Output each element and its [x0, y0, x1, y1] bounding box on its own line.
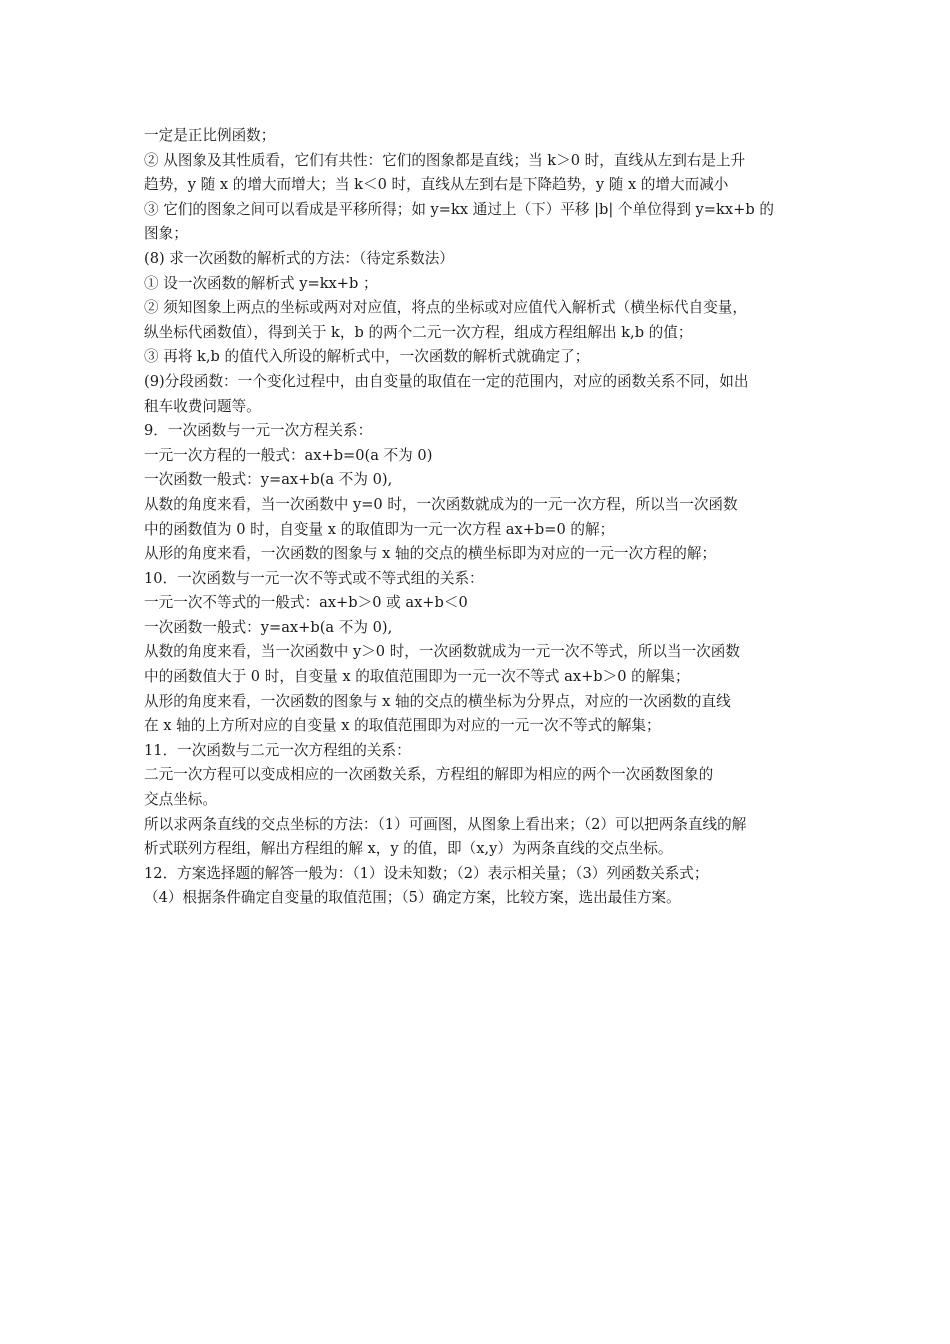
text-line: ② 须知图象上两点的坐标或两对对应值，将点的坐标或对应值代入解析式（横坐标代自变量，: [144, 299, 747, 317]
text-line: （4）根据条件确定自变量的取值范围；（5）确定方案，比较方案，选出最佳方案。: [144, 889, 681, 907]
text-line: 中的函数值大于 0 时，自变量 x 的取值范围即为一元一次不等式 ax+b＞0 的解集；: [144, 668, 690, 686]
text-line: 从形的角度来看，一次函数的图象与 x 轴的交点的横坐标为分界点，对应的一次函数的直线: [144, 692, 731, 710]
text-line: 中的函数值为 0 时，自变量 x 的取值即为一元一次方程 ax+b=0 的解；: [144, 520, 615, 538]
text-line: ① 设一次函数的解析式 y=kx+b ；: [144, 274, 378, 292]
text-line: 二元一次方程可以变成相应的一次函数关系，方程组的解即为相应的两个一次函数图象的: [144, 766, 714, 784]
text-line: 一元一次方程的一般式：ax+b=0(a 不为 0): [144, 446, 433, 464]
text-line: 从形的角度来看，一次函数的图象与 x 轴的交点的横坐标即为对应的一元一次方程的解；: [144, 545, 717, 563]
text-line: 租车收费问题等。: [144, 397, 261, 415]
text-line: ② 从图象及其性质看，它们有共性：它们的图象都是直线；当 k＞0 时，直线从左到右是上升: [144, 151, 746, 169]
text-line: 纵坐标代函数值），得到关于 k，b 的两个二元一次方程，组成方程组解出 k,b 的值；: [144, 323, 693, 341]
text-line: 图象；: [144, 225, 188, 243]
section-heading: (8) 求一次函数的解析式的方法：（待定系数法）: [144, 249, 454, 267]
document-body: [144, 124, 814, 911]
text-line: 一元一次不等式的一般式：ax+b＞0 或 ax+b＜0: [144, 594, 468, 612]
text-line: 交点坐标。: [144, 791, 217, 809]
section-heading: 10．一次函数与一元一次不等式或不等式组的关系：: [144, 569, 484, 587]
text-line: 在 x 轴的上方所对应的自变量 x 的取值范围即为对应的一元一次不等式的解集；: [144, 717, 661, 735]
text-line: ③ 再将 k,b 的值代入所设的解析式中，一次函数的解析式就确定了；: [144, 348, 590, 366]
section-heading: 11．一次函数与二元一次方程组的关系：: [144, 741, 411, 759]
text-line: ③ 它们的图象之间可以看成是平移所得；如 y=kx 通过上（下）平移 |b| 个单位得到 y=kx+b 的: [144, 200, 774, 218]
section-heading: 9．一次函数与一元一次方程关系：: [144, 422, 373, 440]
text-line: (9)分段函数：一个变化过程中，由自变量的取值在一定的范围内，对应的函数关系不同，如出: [144, 372, 749, 390]
text-line: 一次函数一般式：y=ax+b(a 不为 0),: [144, 471, 393, 489]
text-line: 一次函数一般式：y=ax+b(a 不为 0),: [144, 618, 393, 636]
text-line: 一定是正比例函数；: [144, 127, 276, 144]
text-line: 所以求两条直线的交点坐标的方法：（1）可画图，从图象上看出来；（2）可以把两条直线的解: [144, 815, 747, 833]
section-heading: 12．方案选择题的解答一般为：（1）设未知数；（2）表示相关量；（3）列函数关系式；: [144, 864, 709, 882]
text-line: 析式联列方程组，解出方程组的解 x，y 的值，即（x,y）为两条直线的交点坐标。: [144, 840, 673, 858]
text-line: 从数的角度来看，当一次函数中 y＞0 时，一次函数就成为一元一次不等式，所以当一次函数: [144, 643, 740, 661]
text-line: 从数的角度来看，当一次函数中 y=0 时，一次函数就成为的一元一次方程，所以当一次函数: [144, 495, 738, 513]
text-line: 趋势，y 随 x 的增大而增大；当 k＜0 时，直线从左到右是下降趋势，y 随 x 的增大而减小: [144, 176, 729, 194]
